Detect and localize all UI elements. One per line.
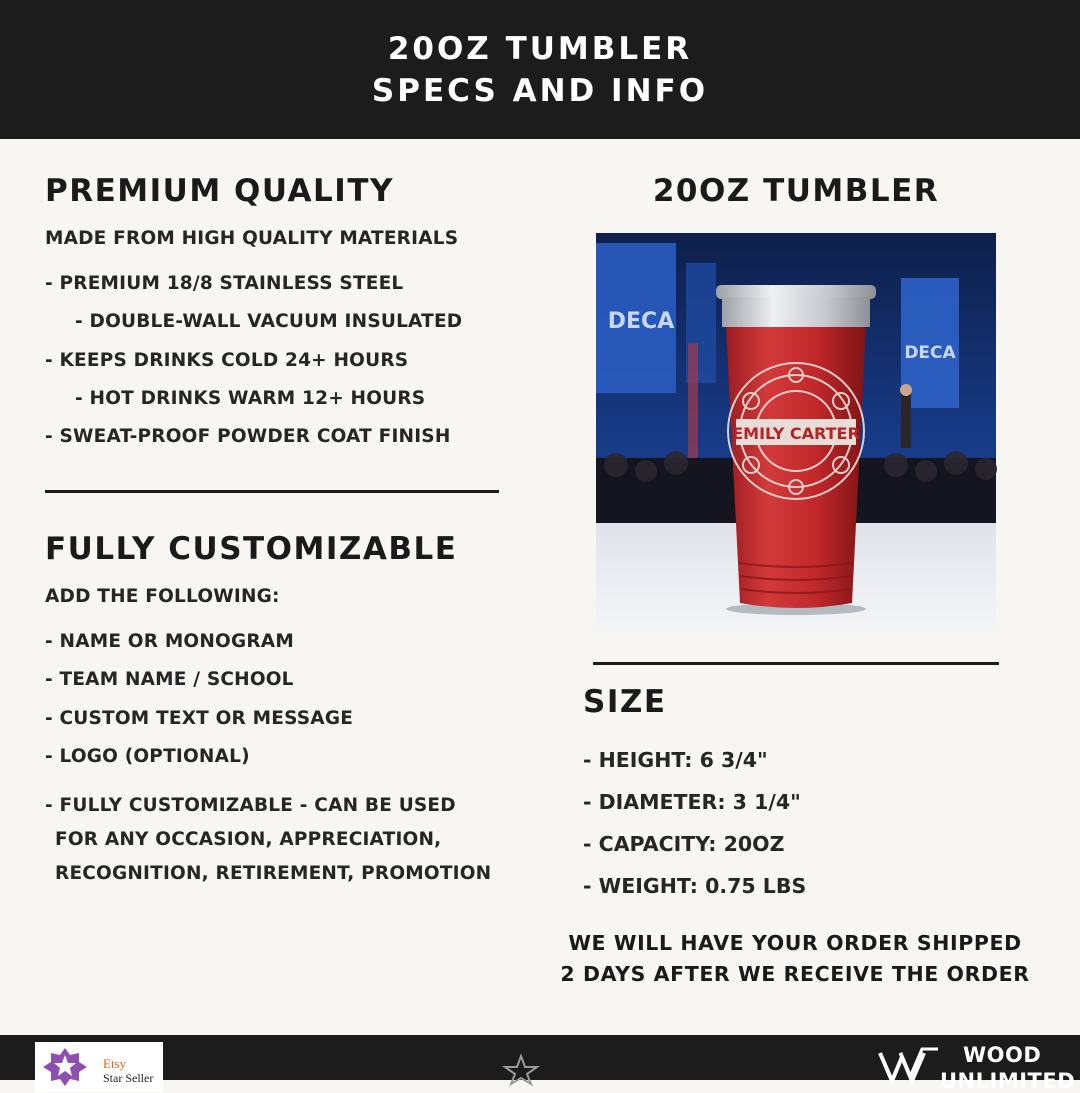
tumbler-illustration [596, 233, 996, 633]
product-heading: 20OZ TUMBLER [652, 173, 940, 209]
customizable-note: - FULLY CUSTOMIZABLE - CAN BE USED [45, 795, 456, 816]
customizable-item: - CUSTOM TEXT OR MESSAGE [45, 708, 354, 729]
banner-text: DECA [904, 343, 956, 363]
etsy-label: Etsy [103, 1056, 127, 1071]
section-divider [593, 662, 999, 665]
customizable-item: - NAME OR MONOGRAM [45, 631, 294, 652]
engraved-name: EMILY CARTER [732, 424, 860, 443]
size-item: - DIAMETER: 3 1/4" [583, 790, 801, 814]
customizable-heading: FULLY CUSTOMIZABLE [45, 531, 458, 567]
etsy-star-seller-badge [35, 1042, 163, 1092]
banner-text: DECA [607, 309, 675, 334]
customizable-item: - TEAM NAME / SCHOOL [45, 669, 294, 690]
premium-item: - KEEPS DRINKS COLD 24+ HOURS [45, 350, 409, 371]
section-divider [45, 490, 499, 493]
shipping-line: WE WILL HAVE YOUR ORDER SHIPPED [568, 931, 1022, 955]
header-title-line1: 20OZ TUMBLER [387, 31, 693, 67]
premium-quality-heading: PREMIUM QUALITY [45, 173, 394, 209]
product-photo [596, 233, 996, 633]
brand-word-wood: WOOD [963, 1043, 1042, 1067]
page-footer [0, 1035, 1080, 1093]
premium-subtitle: MADE FROM HIGH QUALITY MATERIALS [45, 228, 459, 249]
customizable-subtitle: ADD THE FOLLOWING: [45, 586, 280, 607]
wood-unlimited-logo-icon [878, 1041, 942, 1081]
customizable-item: - LOGO (OPTIONAL) [45, 746, 250, 767]
brand-word-unlimited: UNLIMITED [940, 1069, 1076, 1093]
size-item: - CAPACITY: 20OZ [583, 832, 785, 856]
star-seller-label: Star Seller [103, 1071, 154, 1085]
premium-item: - HOT DRINKS WARM 12+ HOURS [75, 388, 426, 409]
star-icon [503, 1054, 539, 1084]
premium-item: - DOUBLE-WALL VACUUM INSULATED [75, 311, 463, 332]
premium-item: - SWEAT-PROOF POWDER COAT FINISH [45, 426, 451, 447]
header-title-line2: SPECS AND INFO [371, 73, 709, 109]
shipping-line: 2 DAYS AFTER WE RECEIVE THE ORDER [560, 962, 1030, 986]
customizable-note: FOR ANY OCCASION, APPRECIATION, [55, 829, 442, 850]
page-header [0, 0, 1080, 139]
size-heading: SIZE [583, 684, 667, 720]
badge-star-icon [35, 1042, 95, 1092]
size-item: - WEIGHT: 0.75 LBS [583, 874, 807, 898]
size-item: - HEIGHT: 6 3/4" [583, 748, 768, 772]
customizable-note: RECOGNITION, RETIREMENT, PROMOTION [55, 863, 492, 884]
premium-item: - PREMIUM 18/8 STAINLESS STEEL [45, 273, 404, 294]
